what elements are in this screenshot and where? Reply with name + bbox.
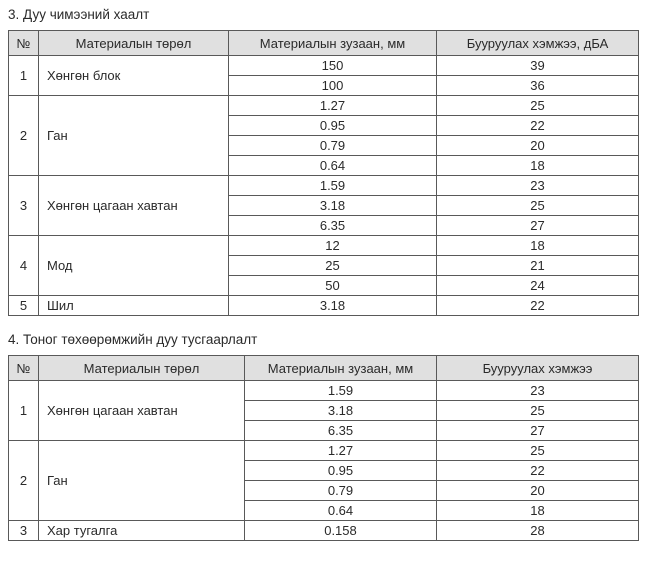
table-row [9,381,639,401]
reduction-cell: 20 [437,481,639,501]
reduction-cell: 25 [437,441,639,461]
row-number-cell: 3 [9,176,39,236]
table-row [9,56,639,76]
thickness-cell: 1.27 [229,96,437,116]
material-cell: Хөнгөн цагаан хавтан [39,381,245,441]
material-cell: Шил [39,296,229,316]
column-header-thickness: Материалын зузаан, мм [245,356,437,381]
row-number-cell: 1 [9,56,39,96]
reduction-cell: 39 [437,56,639,76]
reduction-cell: 20 [437,136,639,156]
reduction-cell: 23 [437,381,639,401]
thickness-cell: 3.18 [229,196,437,216]
row-number-cell: 2 [9,96,39,176]
thickness-cell: 6.35 [229,216,437,236]
thickness-cell: 0.79 [245,481,437,501]
row-number-cell: 1 [9,381,39,441]
thickness-cell: 0.64 [229,156,437,176]
material-cell: Хөнгөн блок [39,56,229,96]
thickness-cell: 1.59 [245,381,437,401]
row-number-cell: 2 [9,441,39,521]
table-row [9,296,639,316]
thickness-cell: 25 [229,256,437,276]
section-heading: 3. Дуу чимээний хаалт [8,7,150,22]
column-header-number: № [9,31,39,56]
thickness-cell: 0.64 [245,501,437,521]
thickness-cell: 12 [229,236,437,256]
thickness-cell: 3.18 [229,296,437,316]
thickness-cell: 1.27 [245,441,437,461]
thickness-cell: 0.95 [245,461,437,481]
reduction-cell: 27 [437,421,639,441]
reduction-cell: 25 [437,96,639,116]
reduction-cell: 24 [437,276,639,296]
reduction-cell: 27 [437,216,639,236]
column-header-material-type: Материалын төрөл [39,31,229,56]
section-sound-barrier [8,6,647,316]
table-header-row [9,31,639,56]
reduction-cell: 18 [437,501,639,521]
reduction-cell: 23 [437,176,639,196]
thickness-cell: 0.95 [229,116,437,136]
reduction-cell: 18 [437,156,639,176]
thickness-cell: 3.18 [245,401,437,421]
material-cell: Хөнгөн цагаан хавтан [39,176,229,236]
column-header-thickness: Материалын зузаан, мм [229,31,437,56]
thickness-cell: 50 [229,276,437,296]
row-number-cell: 5 [9,296,39,316]
column-header-reduction: Бууруулах хэмжээ, дБА [437,31,639,56]
thickness-cell: 0.158 [245,521,437,541]
thickness-cell: 150 [229,56,437,76]
reduction-cell: 28 [437,521,639,541]
reduction-cell: 25 [437,196,639,216]
column-header-number: № [9,356,39,381]
table-row [9,521,639,541]
material-cell: Ган [39,441,245,521]
sound-barrier-table [8,30,639,316]
column-header-material-type: Материалын төрөл [39,356,245,381]
thickness-cell: 0.79 [229,136,437,156]
reduction-cell: 22 [437,116,639,136]
material-cell: Хар тугалга [39,521,245,541]
section-equipment-insulation [8,331,647,541]
reduction-cell: 25 [437,401,639,421]
row-number-cell: 3 [9,521,39,541]
reduction-cell: 18 [437,236,639,256]
material-cell: Ган [39,96,229,176]
section-heading: 4. Тоног төхөөрөмжийн дуу тусгаарлалт [8,332,258,347]
reduction-cell: 22 [437,296,639,316]
material-cell: Мод [39,236,229,296]
table-header-row [9,356,639,381]
table-row [9,96,639,116]
table-row [9,176,639,196]
reduction-cell: 21 [437,256,639,276]
table-row [9,441,639,461]
table-row [9,236,639,256]
row-number-cell: 4 [9,236,39,296]
thickness-cell: 1.59 [229,176,437,196]
reduction-cell: 36 [437,76,639,96]
equipment-insulation-table [8,355,639,541]
thickness-cell: 100 [229,76,437,96]
reduction-cell: 22 [437,461,639,481]
column-header-reduction: Бууруулах хэмжээ [437,356,639,381]
thickness-cell: 6.35 [245,421,437,441]
